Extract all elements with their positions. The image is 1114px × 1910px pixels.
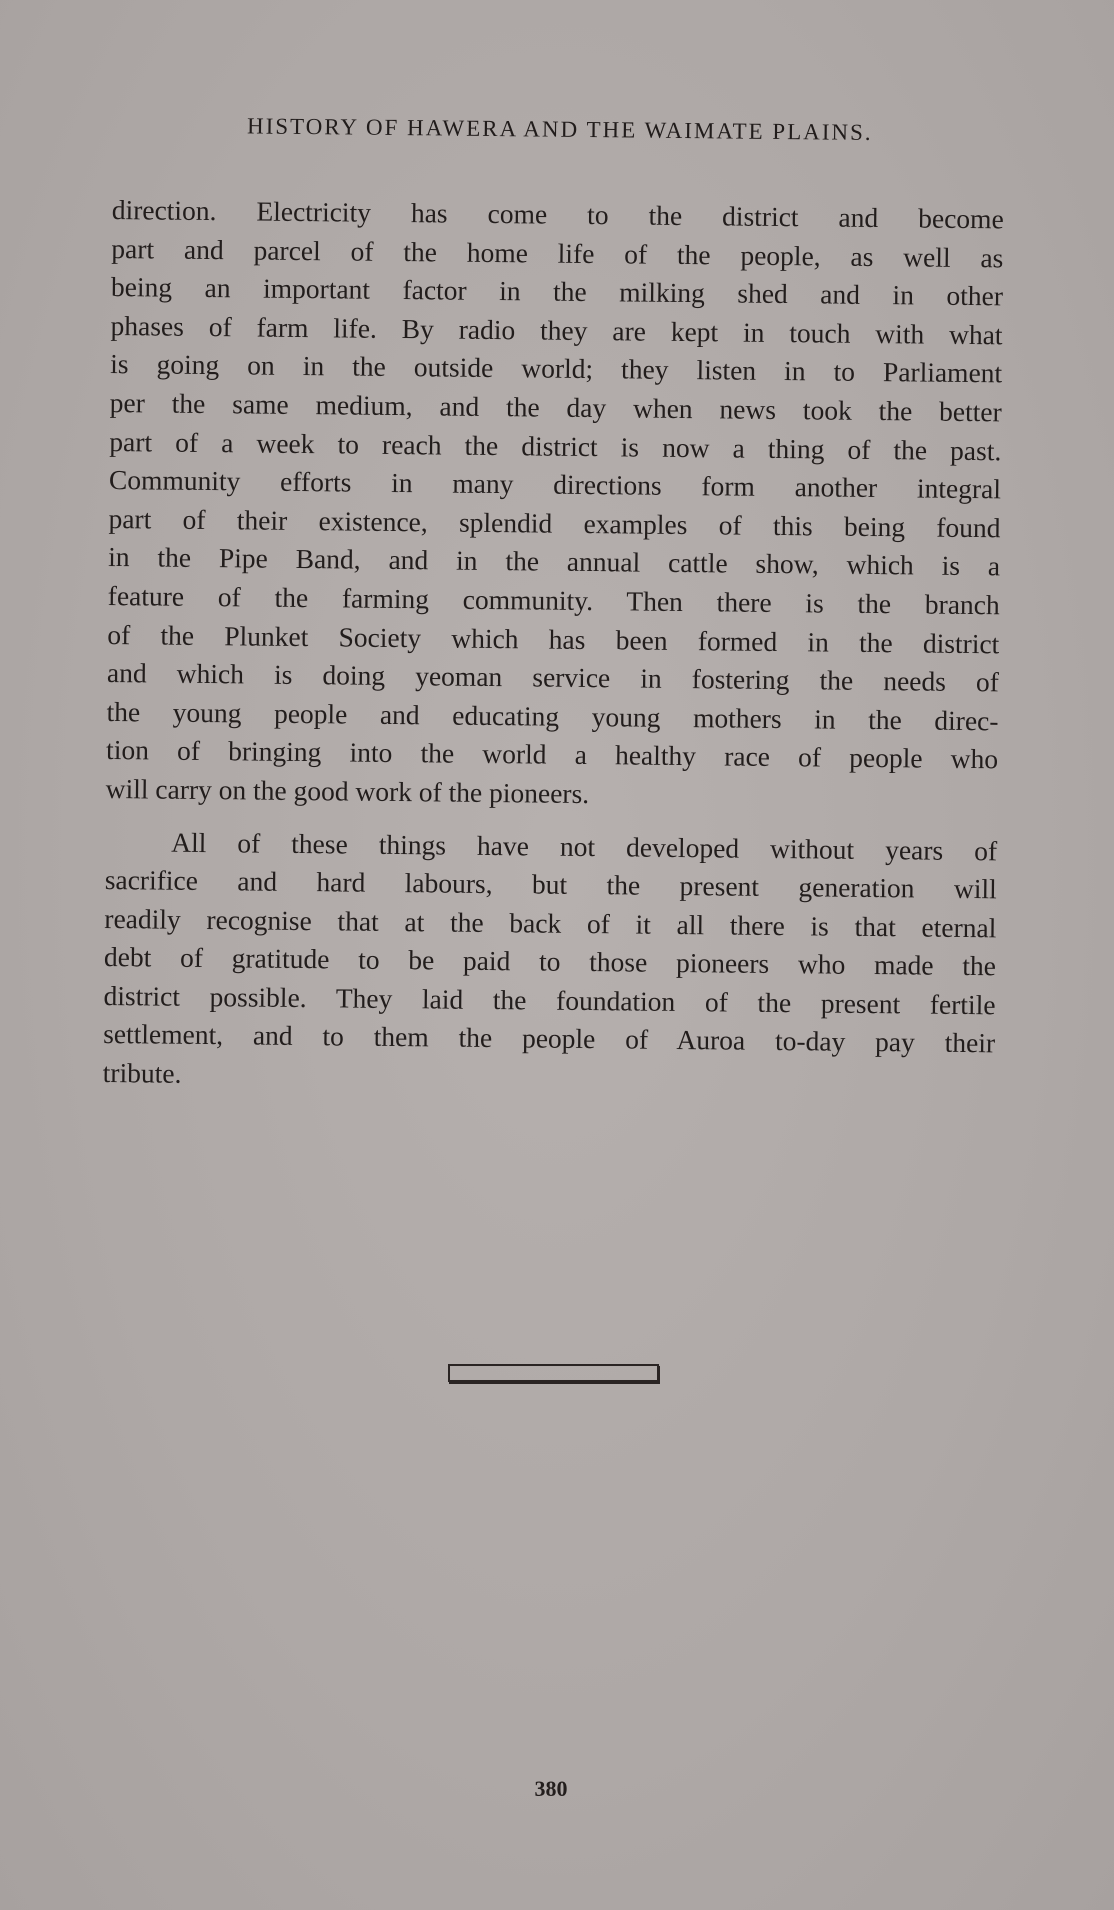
text-line: sacrifice and hard labours, but the present generation will xyxy=(104,864,997,905)
paragraph-1 xyxy=(106,191,1004,818)
text-line: part and parcel of the home life of the people, as well as xyxy=(111,232,1004,273)
text-line: feature of the farming community. Then there is the branch xyxy=(107,579,1000,621)
text-line: part of their existence, splendid examples of this being found xyxy=(108,502,1001,544)
text-line: readily recognise that at the back of it all there is that eternal xyxy=(104,902,997,943)
text-line: debt of gratitude to be paid to those pioneers who made the xyxy=(103,941,997,982)
text-line: phases of farm life. By radio they are kept in touch with what xyxy=(110,309,1003,351)
body-text xyxy=(103,191,1004,1102)
text-line: settlement, and to them the people of Auroa to-day pay their xyxy=(103,1018,996,1059)
text-line: direction. Electricity has come to the district and become xyxy=(111,193,1004,235)
end-ornament-rule xyxy=(448,1364,659,1382)
text-line: district possible. They laid the foundation of the present fertile xyxy=(103,979,996,1021)
text-line: of the Plunket Society which has been formed in the district xyxy=(107,618,1000,659)
running-head: HISTORY OF HAWERA AND THE WAIMATE PLAINS. xyxy=(246,113,873,145)
text-line: will carry on the good work of the pioneers. xyxy=(105,772,590,809)
page-number: 380 xyxy=(534,1776,568,1801)
text-line: the young people and educating young mothers in the direc- xyxy=(106,695,999,737)
paragraph-2 xyxy=(103,822,998,1101)
text-line: part of a week to reach the district is now a thing of the past. xyxy=(109,425,1002,466)
text-line: All of these things have not developed without years of xyxy=(171,826,998,866)
text-line: tion of bringing into the world a healthy race of people who xyxy=(105,734,999,775)
text-line: Community efforts in many directions form another integral xyxy=(108,464,1002,505)
text-line: tribute. xyxy=(102,1057,182,1089)
text-line: in the Pipe Band, and in the annual cattle show, which is a xyxy=(108,541,1001,582)
text-line: per the same medium, and the day when news took the better xyxy=(109,386,1002,428)
text-line: and which is doing yeoman service in fostering the needs of xyxy=(106,657,1000,698)
text-line: being an important factor in the milking shed and in other xyxy=(110,271,1004,312)
text-line: is going on in the outside world; they listen in to Parliament xyxy=(110,348,1003,389)
